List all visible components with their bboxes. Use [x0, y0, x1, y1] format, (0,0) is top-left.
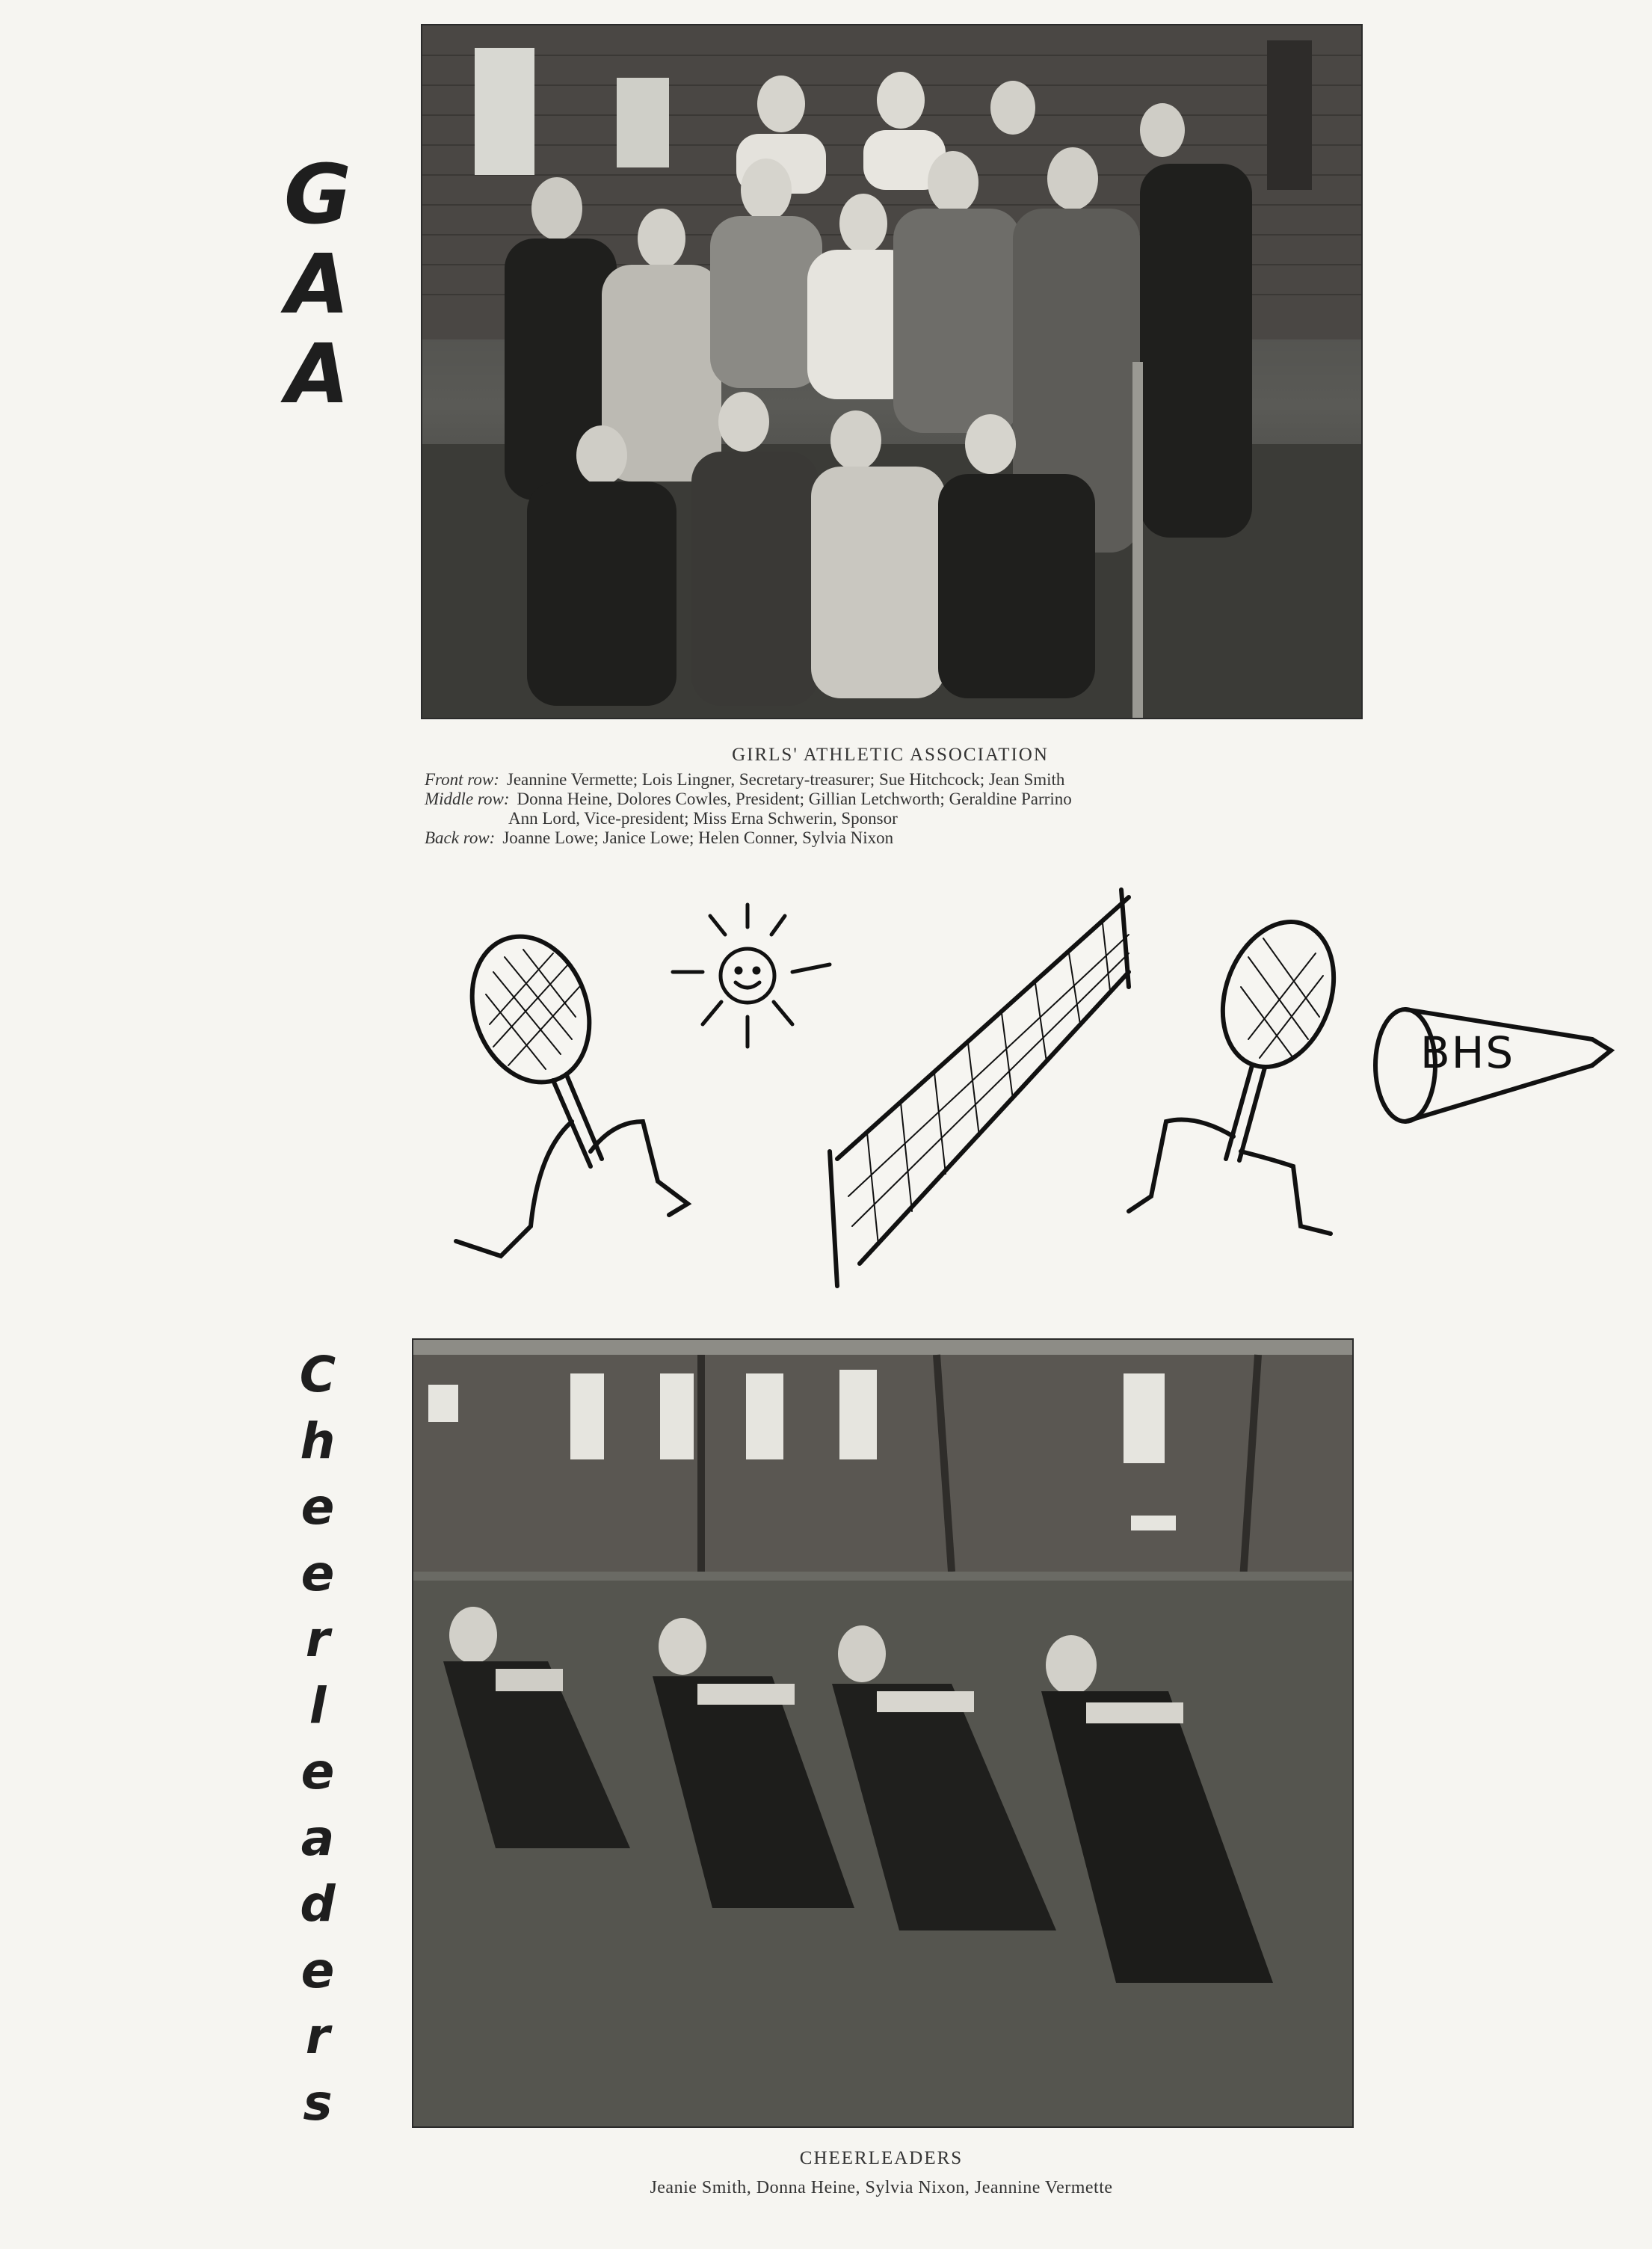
cheer-letter: d: [300, 1875, 336, 1933]
cheer-letter: e: [300, 1478, 335, 1536]
cheer-letter: a: [300, 1809, 335, 1867]
row-label: Back row:: [425, 828, 496, 847]
cheerleaders-photo: [412, 1338, 1354, 2128]
megaphone-icon: [1368, 994, 1615, 1129]
gaa-letter: A: [286, 236, 350, 332]
gaa-caption-title: GIRLS' ATHLETIC ASSOCIATION: [732, 745, 1049, 765]
row-names: Jeannine Vermette; Lois Lingner, Secretary-treasurer; Sue Hitchcock; Jean Smith: [506, 770, 1065, 789]
cheer-letter: r: [305, 1610, 330, 1668]
caption-row-back: [425, 828, 1356, 848]
cheer-letter: e: [300, 1941, 335, 1999]
cheerleaders-side-heading: [277, 1342, 359, 2136]
cheer-letter: e: [300, 1544, 335, 1602]
cheerleaders-caption-title: CHEERLEADERS: [799, 2148, 964, 2168]
row-label: Front row:: [425, 770, 499, 789]
row-names: Ann Lord, Vice-president; Miss Erna Schwerin, Sponsor: [508, 809, 898, 828]
row-label: Middle row:: [425, 790, 510, 808]
cheer-letter: e: [300, 1743, 335, 1800]
gaa-letter: G: [283, 147, 352, 242]
sports-doodles: [419, 867, 1615, 1316]
row-names: Joanne Lowe; Janice Lowe; Helen Conner, Sylvia Nixon: [502, 828, 894, 847]
volleyball-net-icon: [807, 867, 1166, 1301]
cheer-letter: s: [303, 2073, 333, 2132]
megaphone-label: BHS: [1420, 1027, 1515, 1078]
cheer-letter: h: [300, 1412, 336, 1470]
caption-row-middle-cont: [425, 809, 1356, 828]
gaa-group-photo: [421, 24, 1363, 719]
cheer-letter: l: [309, 1676, 327, 1735]
caption-row-front: [425, 770, 1356, 790]
cheerleaders-caption-names: Jeanie Smith, Donna Heine, Sylvia Nixon, Jeannine Vermette: [650, 2178, 1113, 2197]
cheer-letter: r: [305, 2008, 330, 2065]
caption-row-middle: [425, 790, 1356, 809]
gaa-caption-rows: [425, 770, 1356, 848]
tennis-racket-character-icon: [1121, 912, 1390, 1264]
cheer-letter: C: [299, 1346, 336, 1403]
row-names: Donna Heine, Dolores Cowles, President; Gillian Letchworth; Geraldine Parrino: [517, 790, 1072, 808]
gaa-letter: A: [286, 326, 350, 422]
gaa-side-heading: [277, 147, 359, 422]
